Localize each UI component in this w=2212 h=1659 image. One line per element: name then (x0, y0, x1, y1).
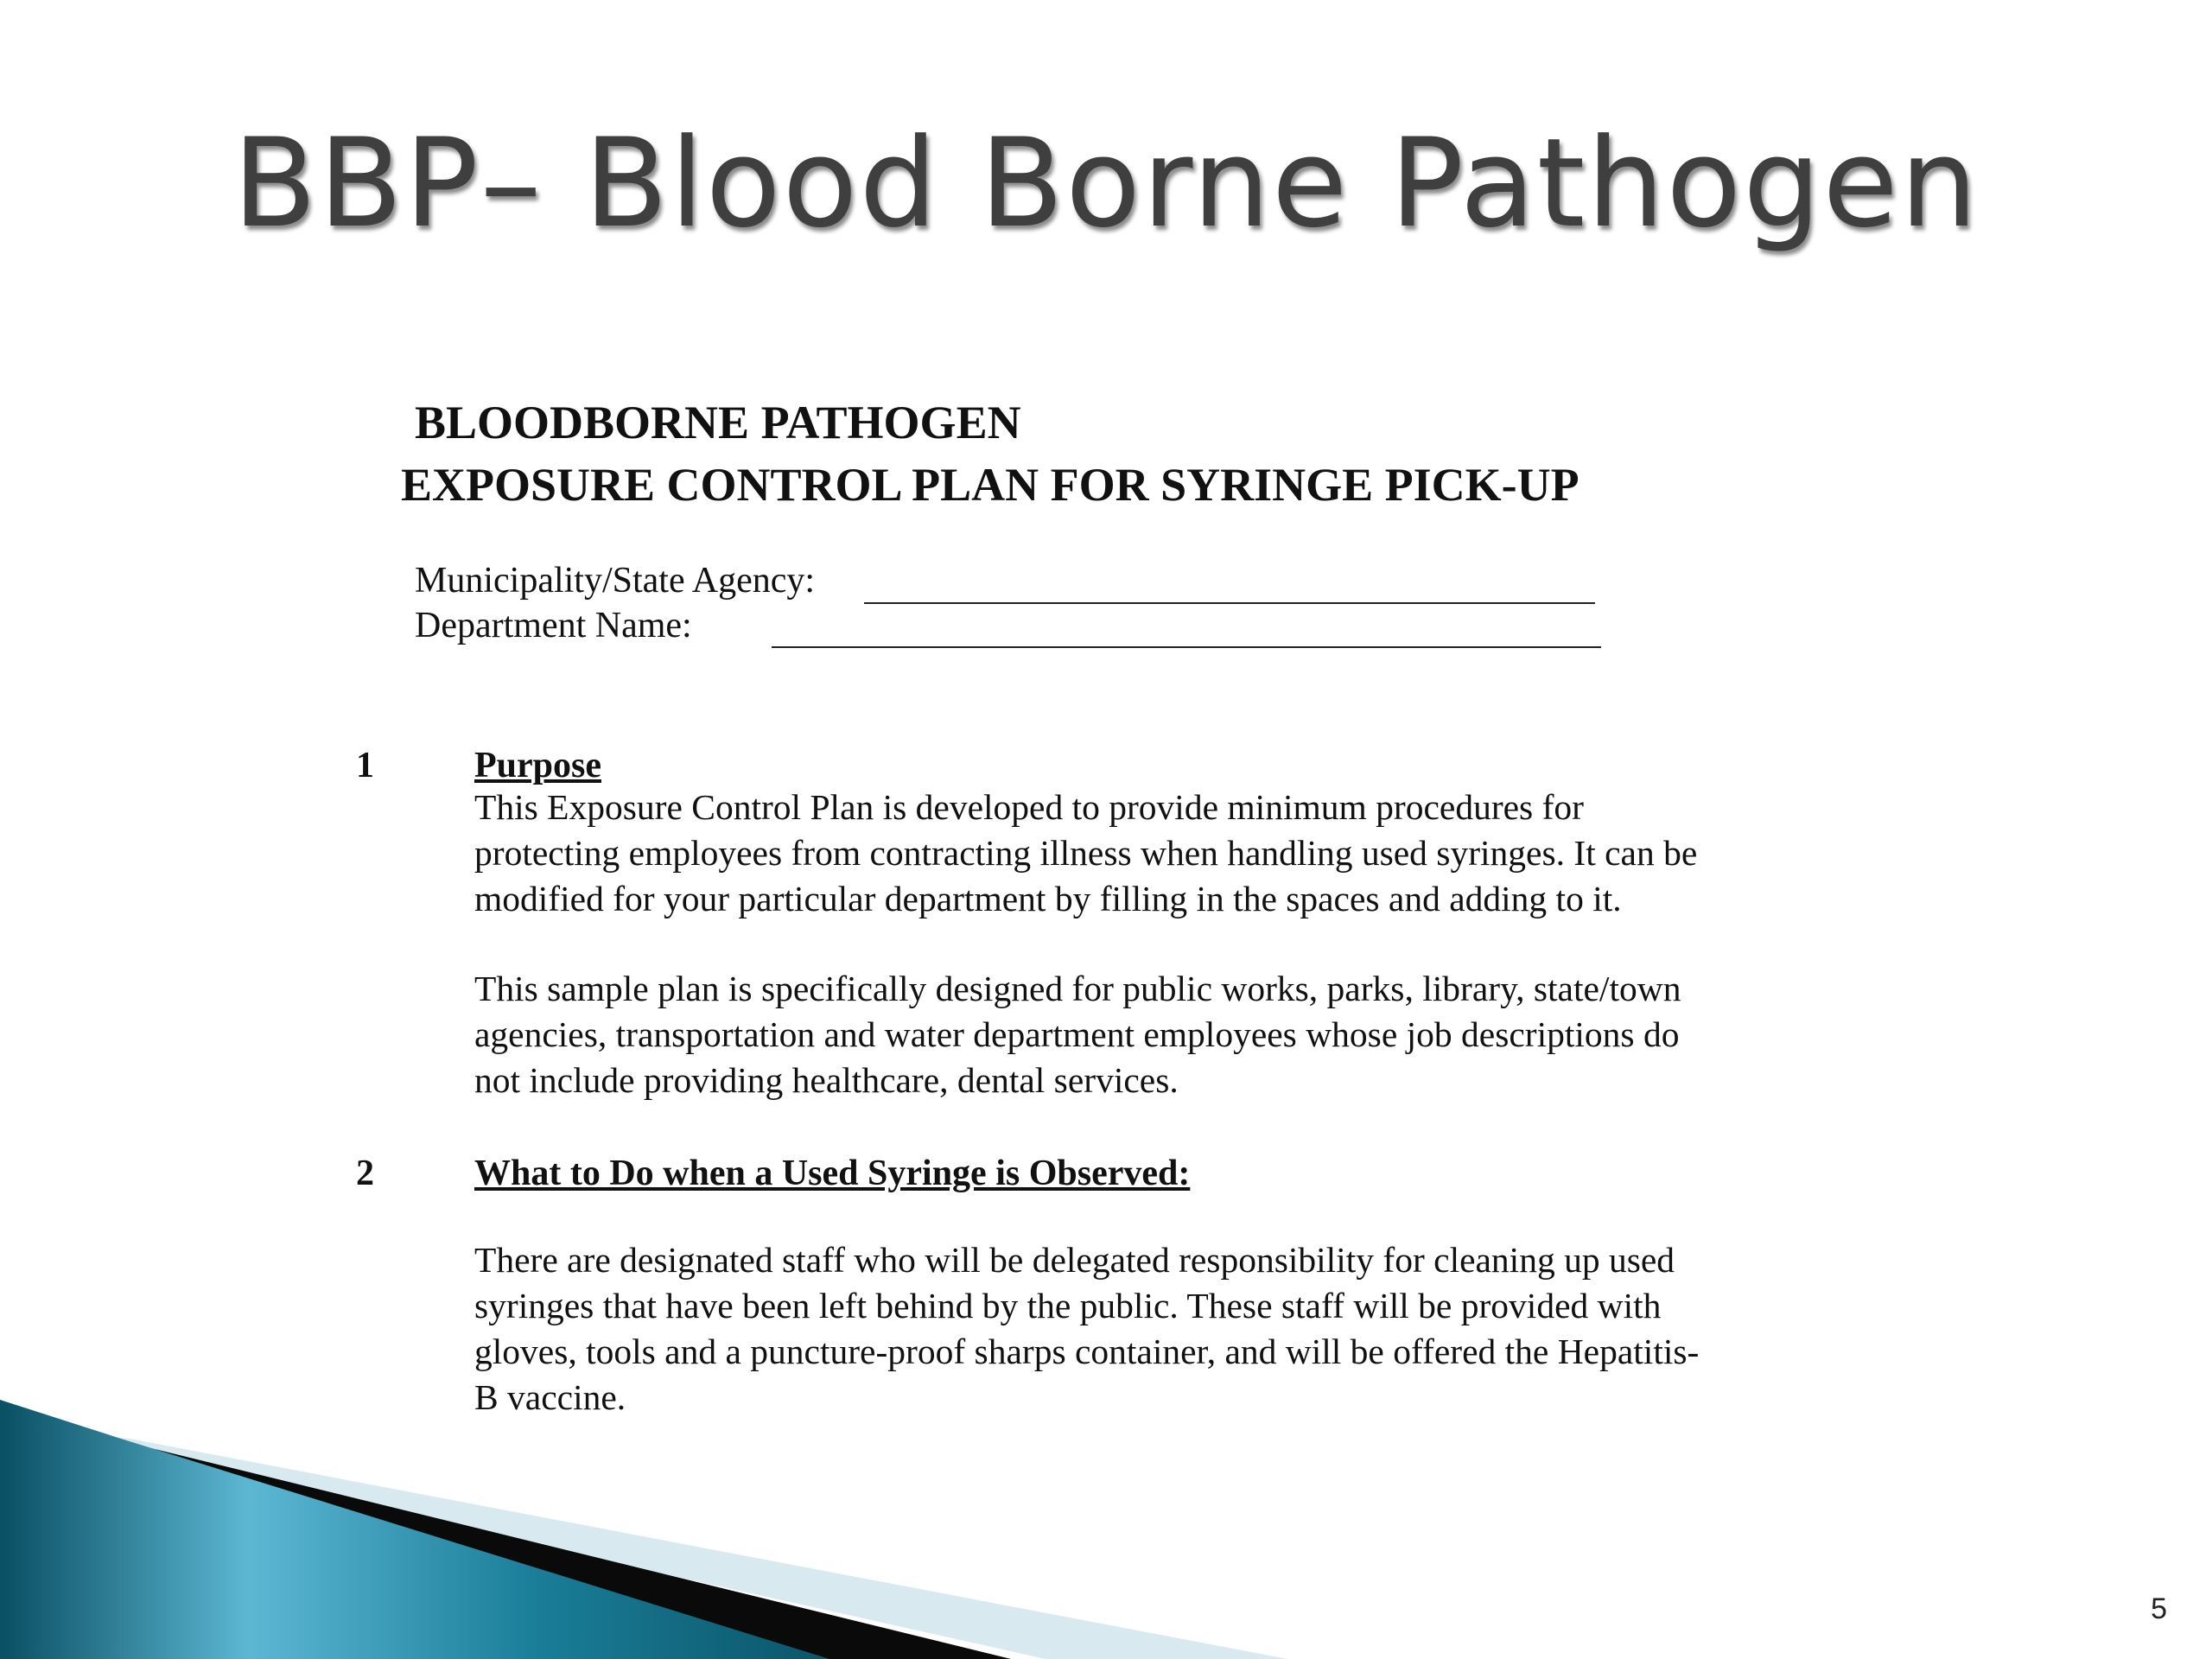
municipality-blank-line (864, 602, 1595, 604)
document-heading-line-2: EXPOSURE CONTROL PLAN FOR SYRINGE PICK-UP (401, 459, 1580, 511)
syringe-paragraph (474, 1237, 1857, 1421)
section-2-number: 2 (356, 1154, 374, 1193)
department-blank-line (772, 646, 1601, 648)
section-2-title: What to Do when a Used Syringe is Observed: (474, 1154, 1191, 1193)
department-name-label: Department Name: (415, 606, 692, 645)
paragraph-line: modified for your particular department by filling in the spaces and adding to it. (474, 879, 1622, 918)
paragraph-line: not include providing healthcare, dental services. (474, 1060, 1179, 1100)
purpose-paragraph-2 (474, 966, 1857, 1103)
slide-number: 5 (2151, 1592, 2167, 1625)
municipality-label: Municipality/State Agency: (415, 561, 816, 601)
paragraph-line: gloves, tools and a puncture-proof sharps container, and will be offered the Hepatitis- (474, 1332, 1700, 1371)
slide-title: BBP– Blood Borne Pathogen (232, 112, 1980, 255)
paragraph-line: syringes that have been left behind by the public. These staff will be provided with (474, 1286, 1662, 1325)
purpose-paragraph-1 (474, 785, 1857, 922)
section-1-number: 1 (356, 746, 374, 785)
paragraph-line: protecting employees from contracting illness when handling used syringes. It can be (474, 833, 1698, 873)
paragraph-line: There are designated staff who will be delegated responsibility for cleaning up used (474, 1240, 1675, 1280)
paragraph-line: This sample plan is specifically designed for public works, parks, library, state/town (474, 969, 1681, 1008)
document-heading-line-1: BLOODBORNE PATHOGEN (415, 397, 1021, 448)
paragraph-line: B vaccine. (474, 1377, 626, 1417)
section-1-title: Purpose (474, 746, 601, 785)
paragraph-line: agencies, transportation and water department employees whose job descriptions do (474, 1014, 1680, 1054)
paragraph-line: This Exposure Control Plan is developed to provide minimum procedures for (474, 787, 1584, 827)
